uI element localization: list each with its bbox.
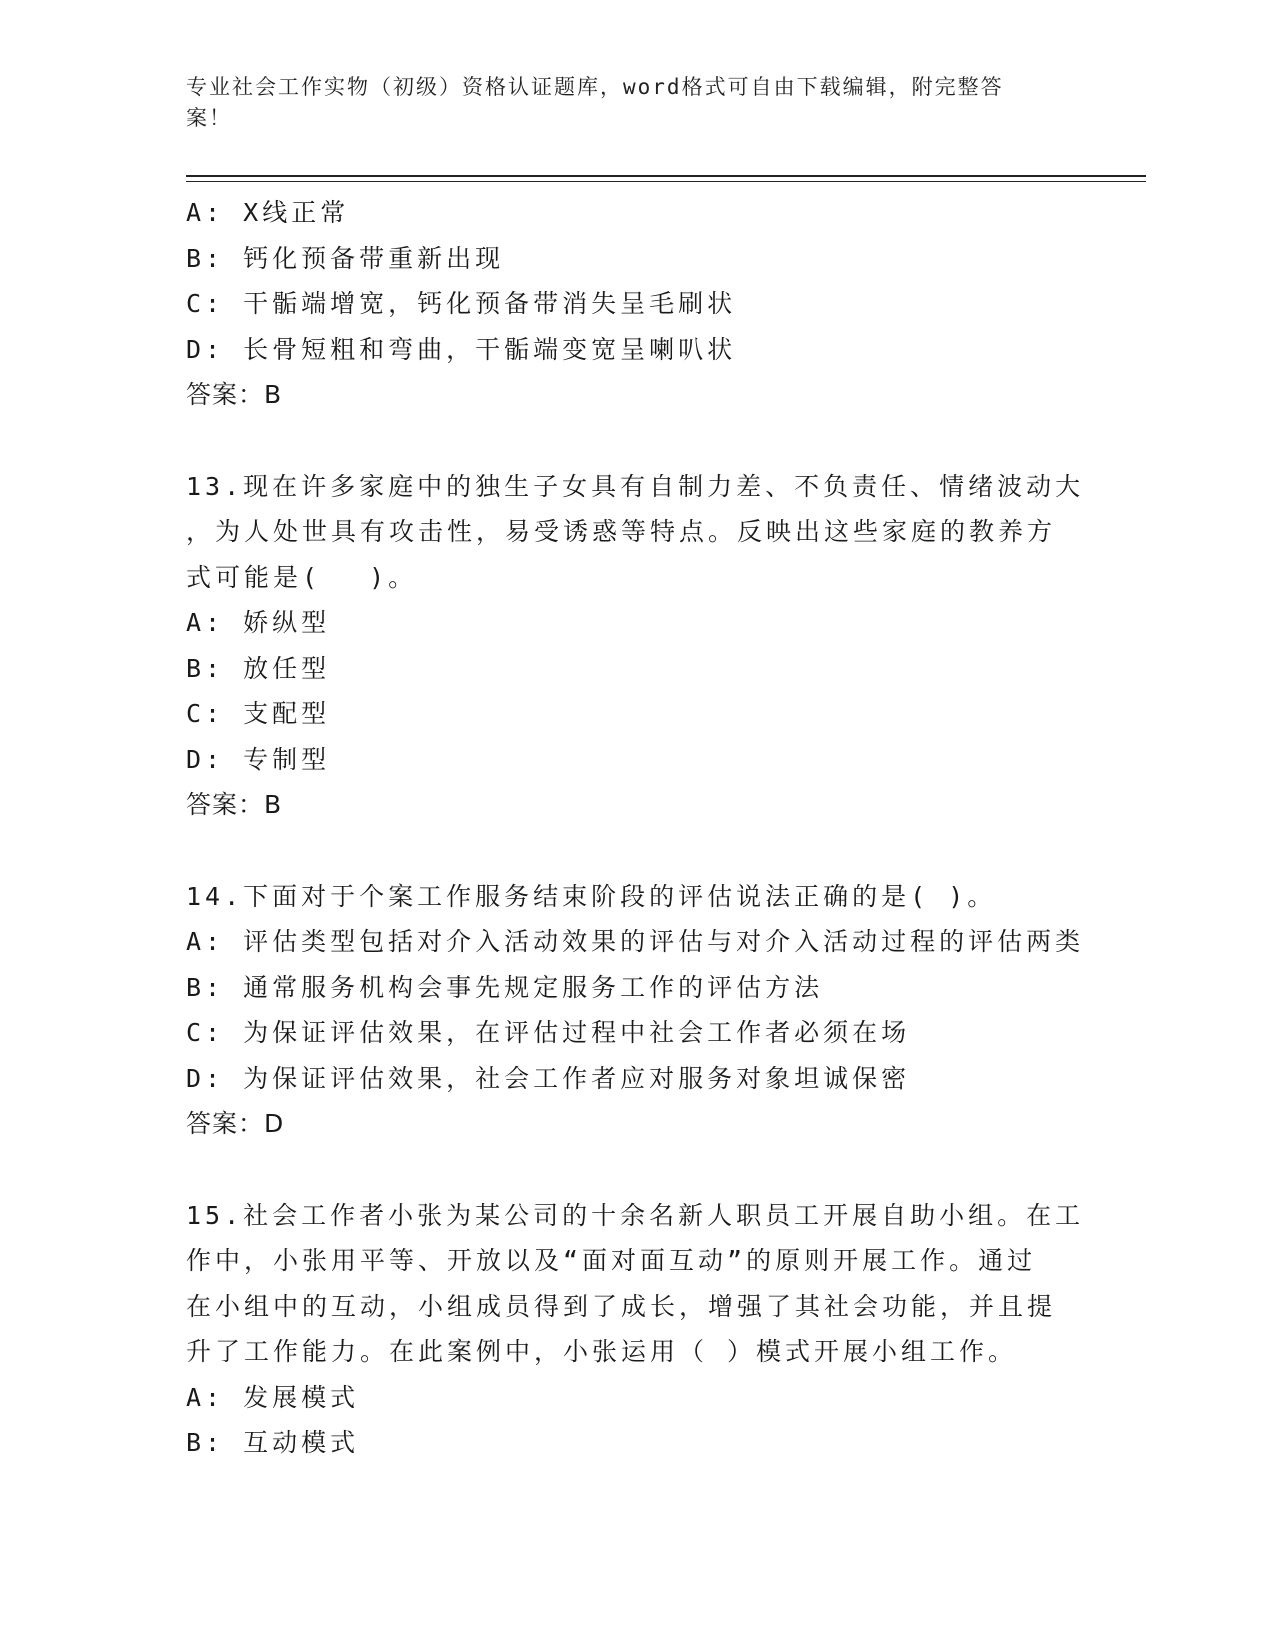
header-divider-thin bbox=[186, 181, 1146, 182]
page-header bbox=[186, 72, 1066, 134]
question-stem-line: 14.下面对于个案工作服务结束阶段的评估说法正确的是( )。 bbox=[186, 881, 997, 911]
question-15 bbox=[186, 1193, 1086, 1466]
question-stem-line: 作中，小张用平等、开放以及“面对面互动”的原则开展工作。通过 bbox=[186, 1246, 1037, 1275]
option-d: D: 专制型 bbox=[186, 744, 331, 774]
header-line-2: 案！ bbox=[186, 106, 232, 130]
option-b: B: 互动模式 bbox=[186, 1428, 360, 1457]
option-c: C: 支配型 bbox=[186, 699, 331, 728]
question-12 bbox=[186, 190, 1086, 418]
option-d: D: 长骨短粗和弯曲，干骺端变宽呈喇叭状 bbox=[186, 334, 737, 364]
question-14 bbox=[186, 874, 1086, 1147]
option-a: A: 评估类型包括对介入活动效果的评估与对介入活动过程的评估两类 bbox=[186, 927, 1085, 956]
answer-line: 答案：B bbox=[186, 380, 283, 409]
question-stem-line: 13.现在许多家庭中的独生子女具有自制力差、不负责任、情绪波动大 bbox=[186, 471, 1085, 501]
question-list bbox=[186, 190, 1086, 1466]
question-stem-line: ，为人处世具有攻击性，易受诱惑等特点。反映出这些家庭的教养方 bbox=[186, 517, 1057, 546]
option-a: A: 娇纵型 bbox=[186, 608, 331, 637]
question-stem-line: 升了工作能力。在此案例中，小张运用（ ）模式开展小组工作。 bbox=[186, 1337, 1018, 1366]
answer-line: 答案：B bbox=[186, 790, 283, 819]
question-13 bbox=[186, 464, 1086, 828]
option-a: A: 发展模式 bbox=[186, 1382, 360, 1412]
question-stem-line: 式可能是( )。 bbox=[186, 562, 418, 592]
option-b: B: 钙化预备带重新出现 bbox=[186, 243, 505, 273]
option-b: B: 放任型 bbox=[186, 653, 331, 683]
header-divider bbox=[186, 175, 1146, 177]
option-c: C: 干骺端增宽，钙化预备带消失呈毛刷状 bbox=[186, 289, 737, 318]
option-c: C: 为保证评估效果，在评估过程中社会工作者必须在场 bbox=[186, 1018, 911, 1047]
option-b: B: 通常服务机构会事先规定服务工作的评估方法 bbox=[186, 972, 824, 1002]
question-stem-line: 15.社会工作者小张为某公司的十余名新人职员工开展自助小组。在工 bbox=[186, 1200, 1085, 1230]
option-a: A: X线正常 bbox=[186, 198, 350, 227]
answer-line: 答案：D bbox=[186, 1109, 285, 1138]
header-line-1: 专业社会工作实物（初级）资格认证题库，word格式可自由下载编辑，附完整答 bbox=[186, 75, 1004, 99]
option-d: D: 为保证评估效果，社会工作者应对服务对象坦诚保密 bbox=[186, 1063, 911, 1093]
question-stem-line: 在小组中的互动，小组成员得到了成长，增强了其社会功能，并且提 bbox=[186, 1291, 1057, 1321]
